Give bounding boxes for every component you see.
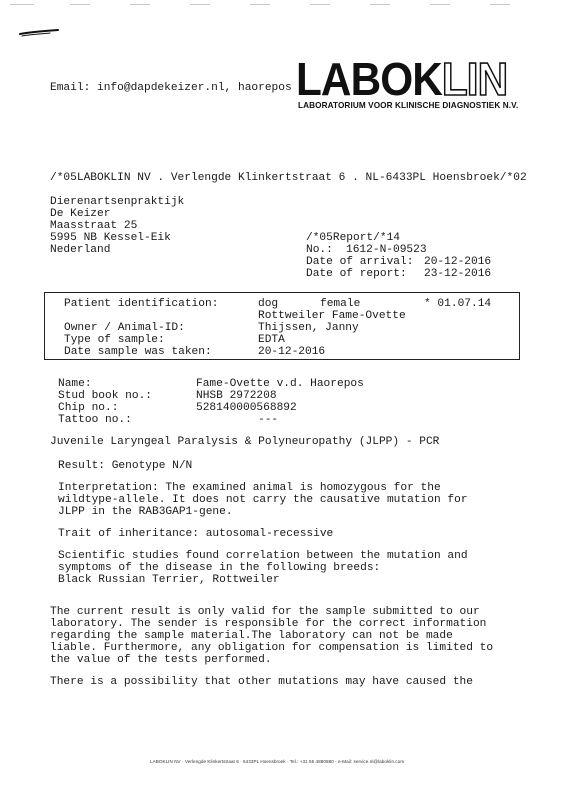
species: dog bbox=[258, 298, 279, 310]
sex: female bbox=[320, 298, 361, 310]
animal-name: Fame-Ovette v.d. Haorepos bbox=[196, 378, 364, 390]
pen-mark-icon bbox=[18, 26, 62, 40]
scan-artifact bbox=[190, 4, 210, 5]
recipient-line: De Keizer bbox=[50, 208, 111, 220]
chip-label: Chip no.: bbox=[58, 402, 119, 414]
interpretation-line: Interpretation: The examined animal is homozygous for the bbox=[58, 482, 441, 494]
sample-type-label: Type of sample: bbox=[64, 334, 165, 346]
scan-artifact bbox=[250, 4, 270, 5]
disclaimer-line: the value of the tests performed. bbox=[50, 654, 272, 666]
scan-artifact bbox=[10, 4, 34, 5]
laboklin-logo bbox=[296, 53, 508, 105]
disclaimer-line: liable. Furthermore, any obligation for compensation is limited to bbox=[50, 642, 494, 654]
interpretation-line: JLPP in the RAB3GAP1-gene. bbox=[58, 506, 233, 518]
possibility-line: There is a possibility that other mutations may have caused the bbox=[50, 676, 473, 688]
scan-artifact bbox=[370, 4, 390, 5]
stud-label: Stud book no.: bbox=[58, 390, 152, 402]
report-number: 1612-N-09523 bbox=[346, 244, 427, 256]
sender-line: /*05LABOKLIN NV . Verlengde Klinkertstraat 6 . NL-6433PL Hoensbroek/*02 bbox=[50, 172, 527, 184]
arrival-date: 20-12-2016 bbox=[424, 256, 492, 268]
logo-outline: LIN bbox=[441, 53, 508, 105]
name-label: Name: bbox=[58, 378, 92, 390]
studies-line: Black Russian Terrier, Rottweiler bbox=[58, 574, 280, 586]
birth-date: * 01.07.14 bbox=[424, 298, 492, 310]
owner: Thijssen, Janny bbox=[258, 322, 359, 334]
owner-label: Owner / Animal-ID: bbox=[64, 322, 185, 334]
sample-date: 20-12-2016 bbox=[258, 346, 326, 358]
scan-artifact bbox=[310, 4, 330, 5]
sample-type: EDTA bbox=[258, 334, 285, 346]
recipient-line: 5995 NB Kessel-Eik bbox=[50, 232, 171, 244]
tattoo-number: --- bbox=[258, 414, 279, 426]
scan-artifact bbox=[430, 4, 450, 5]
trait: Trait of inheritance: autosomal-recessive bbox=[58, 528, 334, 540]
sample-date-label: Date sample was taken: bbox=[64, 346, 212, 358]
email-line: Email: info@dapdekeizer.nl, haorepos bbox=[50, 82, 292, 94]
recipient-line: Dierenartsenpraktijk bbox=[50, 196, 185, 208]
tattoo-label: Tattoo no.: bbox=[58, 414, 132, 426]
footer-address: LABOKLIN NV · Verlengde Klinkertstraat 6 · 6433PL Hoensbroek · Tel.: +31 55 4880880 · e-Mail: service.nl@laboklin.com bbox=[150, 759, 405, 764]
scan-artifact bbox=[130, 4, 150, 5]
recipient-line: Maasstraat 25 bbox=[50, 220, 138, 232]
interpretation-line: wildtype-allele. It does not carry the causative mutation for bbox=[58, 494, 468, 506]
breed-name: Rottweiler Fame-Ovette bbox=[258, 310, 406, 322]
report-date-label: Date of report: bbox=[306, 268, 407, 280]
disclaimer-line: laboratory. The sender is responsible for the correct information bbox=[50, 618, 487, 630]
studies-line: symptoms of the disease in the following breeds: bbox=[58, 562, 381, 574]
logo-solid: LABOK bbox=[296, 53, 442, 105]
chip-number: 528140000568892 bbox=[196, 402, 297, 414]
scan-artifact bbox=[70, 4, 90, 5]
recipient-line: Nederland bbox=[50, 244, 111, 256]
report-number-label: No.: bbox=[306, 244, 333, 256]
studies-line: Scientific studies found correlation between the mutation and bbox=[58, 550, 468, 562]
result: Result: Genotype N/N bbox=[58, 460, 193, 472]
disclaimer-line: regarding the sample material.The laboratory can not be made bbox=[50, 630, 453, 642]
stud-number: NHSB 2972208 bbox=[196, 390, 277, 402]
logo-subtitle: LABORATORIUM VOOR KLINISCHE DIAGNOSTIEK N.V. bbox=[298, 101, 519, 110]
test-title: Juvenile Laryngeal Paralysis & Polyneuropathy (JLPP) - PCR bbox=[50, 436, 440, 448]
disclaimer-line: The current result is only valid for the sample submitted to our bbox=[50, 606, 480, 618]
report-code: /*05Report/*14 bbox=[306, 232, 400, 244]
arrival-label: Date of arrival: bbox=[306, 256, 414, 268]
patient-label: Patient identification: bbox=[64, 298, 219, 310]
scan-artifact bbox=[490, 4, 510, 5]
report-date: 23-12-2016 bbox=[424, 268, 492, 280]
